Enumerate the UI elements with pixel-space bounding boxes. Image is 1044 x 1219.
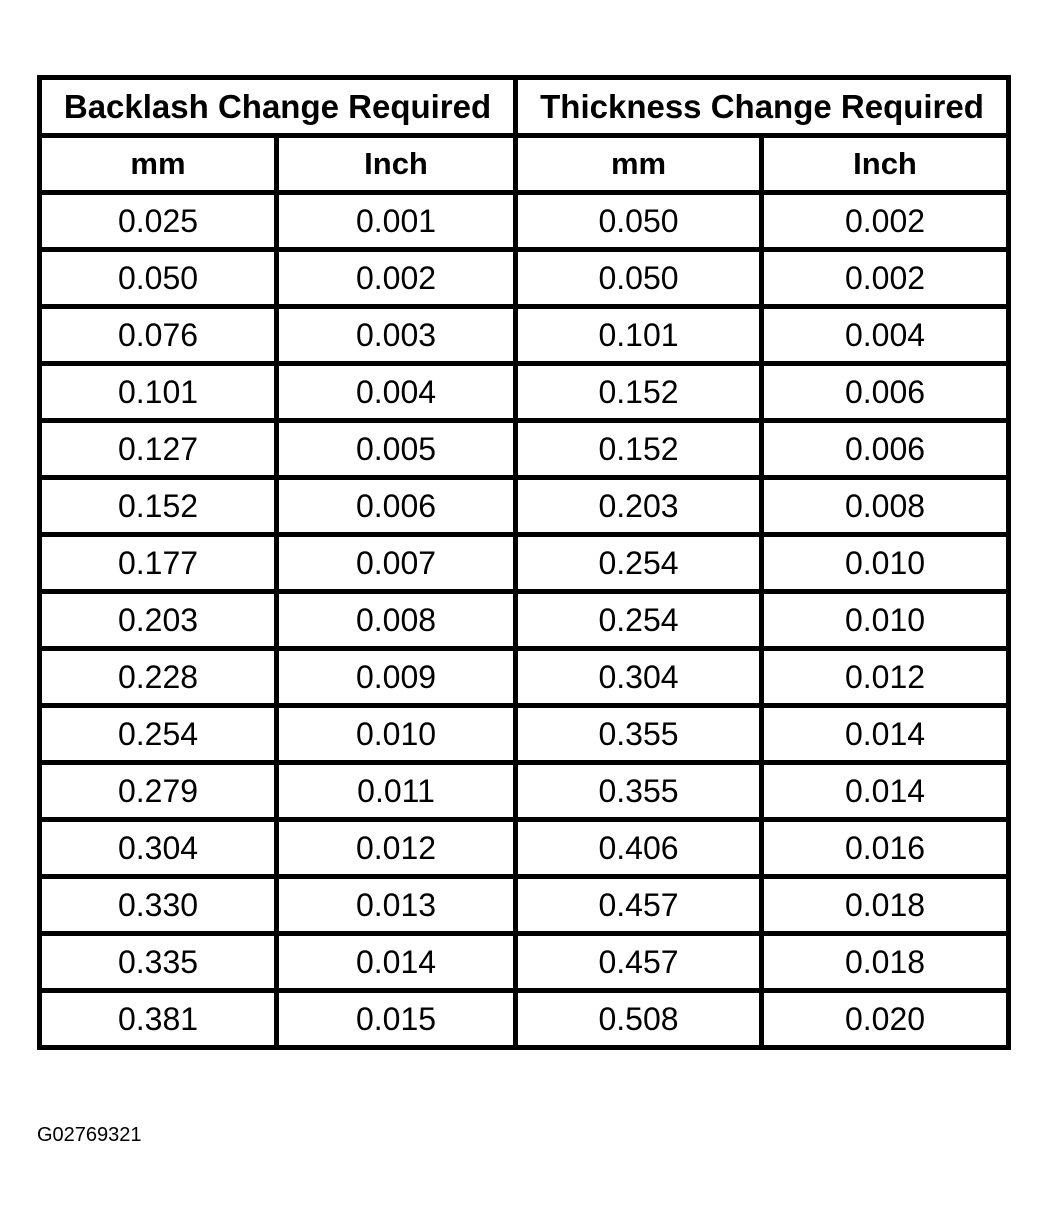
thickness-mm-cell: 0.457 xyxy=(516,877,762,934)
thickness-mm-cell: 0.254 xyxy=(516,535,762,592)
unit-header-row xyxy=(40,136,1009,193)
thickness-inch-cell: 0.018 xyxy=(762,877,1009,934)
backlash-mm-cell: 0.152 xyxy=(40,478,277,535)
backlash-mm-cell: 0.335 xyxy=(40,934,277,991)
backlash-inch-header: Inch xyxy=(277,136,516,193)
backlash-mm-cell: 0.330 xyxy=(40,877,277,934)
thickness-inch-cell: 0.004 xyxy=(762,307,1009,364)
backlash-mm-cell: 0.381 xyxy=(40,991,277,1048)
backlash-inch-cell: 0.010 xyxy=(277,706,516,763)
thickness-inch-cell: 0.016 xyxy=(762,820,1009,877)
thickness-mm-cell: 0.457 xyxy=(516,934,762,991)
thickness-inch-cell: 0.008 xyxy=(762,478,1009,535)
thickness-inch-cell: 0.014 xyxy=(762,763,1009,820)
backlash-mm-cell: 0.025 xyxy=(40,193,277,250)
group-header-row xyxy=(40,78,1009,136)
thickness-mm-cell: 0.101 xyxy=(516,307,762,364)
table-row xyxy=(40,250,1009,307)
backlash-inch-cell: 0.012 xyxy=(277,820,516,877)
backlash-mm-cell: 0.279 xyxy=(40,763,277,820)
backlash-inch-cell: 0.015 xyxy=(277,991,516,1048)
backlash-inch-cell: 0.009 xyxy=(277,649,516,706)
thickness-mm-cell: 0.152 xyxy=(516,421,762,478)
backlash-mm-cell: 0.304 xyxy=(40,820,277,877)
backlash-inch-cell: 0.014 xyxy=(277,934,516,991)
backlash-inch-cell: 0.005 xyxy=(277,421,516,478)
thickness-inch-cell: 0.006 xyxy=(762,421,1009,478)
backlash-inch-cell: 0.011 xyxy=(277,763,516,820)
table-row xyxy=(40,478,1009,535)
backlash-mm-cell: 0.177 xyxy=(40,535,277,592)
table-row xyxy=(40,193,1009,250)
table-row xyxy=(40,307,1009,364)
thickness-mm-cell: 0.050 xyxy=(516,250,762,307)
thickness-inch-cell: 0.020 xyxy=(762,991,1009,1048)
backlash-mm-cell: 0.203 xyxy=(40,592,277,649)
thickness-mm-cell: 0.508 xyxy=(516,991,762,1048)
table-row xyxy=(40,877,1009,934)
backlash-mm-cell: 0.254 xyxy=(40,706,277,763)
table-row xyxy=(40,535,1009,592)
backlash-inch-cell: 0.003 xyxy=(277,307,516,364)
thickness-mm-cell: 0.406 xyxy=(516,820,762,877)
thickness-mm-header: mm xyxy=(516,136,762,193)
table-row xyxy=(40,934,1009,991)
backlash-inch-cell: 0.008 xyxy=(277,592,516,649)
table-body xyxy=(40,193,1009,1048)
thickness-mm-cell: 0.050 xyxy=(516,193,762,250)
thickness-inch-cell: 0.010 xyxy=(762,592,1009,649)
table-row xyxy=(40,421,1009,478)
thickness-inch-cell: 0.010 xyxy=(762,535,1009,592)
table-row xyxy=(40,592,1009,649)
thickness-inch-cell: 0.018 xyxy=(762,934,1009,991)
thickness-inch-cell: 0.014 xyxy=(762,706,1009,763)
thickness-inch-cell: 0.002 xyxy=(762,193,1009,250)
backlash-mm-cell: 0.050 xyxy=(40,250,277,307)
backlash-inch-cell: 0.002 xyxy=(277,250,516,307)
backlash-inch-cell: 0.007 xyxy=(277,535,516,592)
table-row xyxy=(40,820,1009,877)
backlash-mm-cell: 0.228 xyxy=(40,649,277,706)
thickness-inch-cell: 0.006 xyxy=(762,364,1009,421)
thickness-mm-cell: 0.254 xyxy=(516,592,762,649)
thickness-change-header: Thickness Change Required xyxy=(516,78,1009,136)
thickness-inch-cell: 0.012 xyxy=(762,649,1009,706)
conversion-table-container xyxy=(37,75,1006,1050)
backlash-mm-cell: 0.076 xyxy=(40,307,277,364)
backlash-inch-cell: 0.006 xyxy=(277,478,516,535)
thickness-mm-cell: 0.152 xyxy=(516,364,762,421)
thickness-inch-cell: 0.002 xyxy=(762,250,1009,307)
table-row xyxy=(40,706,1009,763)
table-row xyxy=(40,649,1009,706)
table-row xyxy=(40,763,1009,820)
thickness-inch-header: Inch xyxy=(762,136,1009,193)
backlash-thickness-table xyxy=(37,75,1011,1050)
thickness-mm-cell: 0.304 xyxy=(516,649,762,706)
figure-id: G02769321 xyxy=(37,1124,142,1146)
backlash-mm-header: mm xyxy=(40,136,277,193)
thickness-mm-cell: 0.355 xyxy=(516,706,762,763)
thickness-mm-cell: 0.355 xyxy=(516,763,762,820)
backlash-change-header: Backlash Change Required xyxy=(40,78,516,136)
backlash-mm-cell: 0.127 xyxy=(40,421,277,478)
backlash-inch-cell: 0.001 xyxy=(277,193,516,250)
table-row xyxy=(40,991,1009,1048)
backlash-inch-cell: 0.004 xyxy=(277,364,516,421)
thickness-mm-cell: 0.203 xyxy=(516,478,762,535)
table-row xyxy=(40,364,1009,421)
backlash-inch-cell: 0.013 xyxy=(277,877,516,934)
backlash-mm-cell: 0.101 xyxy=(40,364,277,421)
